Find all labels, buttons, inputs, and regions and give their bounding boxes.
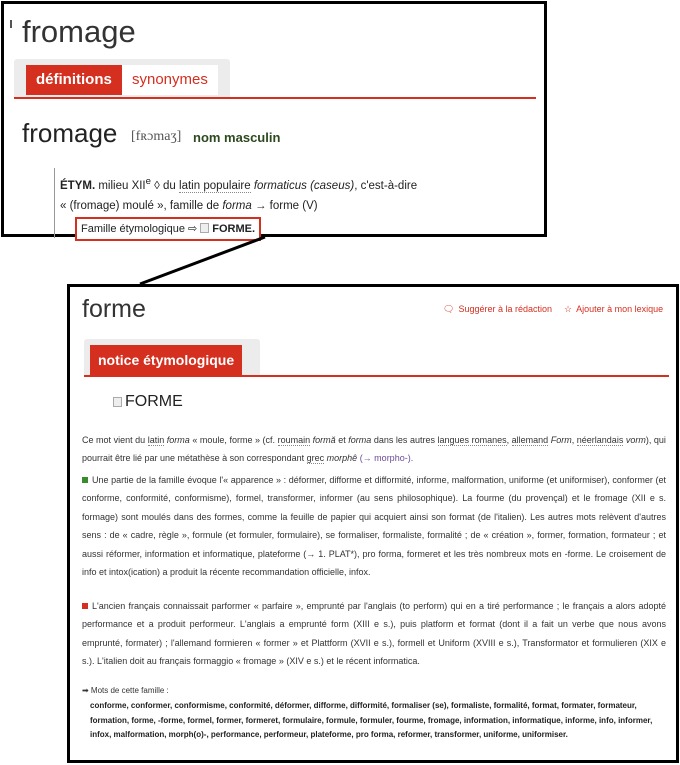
grec-link[interactable]: grec [306, 453, 325, 464]
etym-text: « (fromage) moulé », famille de [60, 199, 223, 212]
document-icon [200, 223, 209, 233]
family-link-word: FORME. [212, 223, 255, 235]
family-paragraph-2-text: L'ancien français connaissait parformer « parfaire », emprunté par l'anglais (to perform) qui en a tiré performance ; le français a alors adopté performance et a produit performeur. L'anglais a emprunté form (XIII e s.), puis platform et format (dont il a fait un verbe que nous avons emprunté, formater) ; l'allemand formieren « former » et Plattform (XVII e s.), formell et Uniform (XVIII e s.), Transformator et formulieren (XIX e s.). L'italien doit au français formaggio « fromage » (XIV e s.) et le récent informatica. [82, 601, 666, 667]
green-square-bullet [82, 477, 88, 483]
entry-heading [110, 393, 183, 411]
tab-notice-etymologique[interactable]: notice étymologique [90, 345, 242, 375]
red-square-bullet [82, 603, 88, 609]
langues-romanes-link[interactable]: langues romanes [437, 435, 507, 445]
etym-text: , c'est-à-dire [354, 179, 418, 192]
page-title: forme [82, 295, 146, 323]
etym-label: ÉTYM. [60, 179, 96, 192]
family-paragraph-1 [82, 471, 666, 581]
document-icon [113, 397, 122, 407]
etymology-panel [67, 284, 679, 763]
cursor-mark [10, 20, 12, 28]
roumain-link[interactable]: roumain [277, 435, 311, 445]
entry-word: FORME [125, 393, 183, 410]
star-icon: ☆ [564, 304, 573, 314]
intro-paragraph: Ce mot vient du latin forma « moule, forme » (cf. roumain formă et forma dans les autres langues romanes, allemand Form, néerlandais vorm), qui pourrait être lié par une métathèse à son correspondant grec morphê (→ morpho-). [82, 435, 666, 464]
suggest-link[interactable] [443, 304, 552, 315]
etym-italic: forma [222, 199, 252, 212]
part-of-speech: nom masculin [193, 130, 281, 145]
tab-definitions[interactable]: définitions [26, 65, 122, 95]
tab-bar [14, 59, 230, 97]
family-paragraph-1-text: Une partie de la famille évoque l'« apparence » : déformer, difforme et difformité, informe, malformation, uniforme (et uniformiser), conformer (et conforme, conformité, conformisme), formel, transformer, informer (au sens philosophique). La fourme (du provençal) et le fromage (XII e s. formage) sont moulés dans des formes, comme la feuille de papier qui acquiert ainsi son format (de l'italien). Les autres mots relèvent d'autres sens : de « cadre, règle », formule (et formuler, formulaire), se formaliser, formaliste, formalité ; de « création », former, formation, formateur ; et aussi réformer, information et informatique, plateforme (→ 1. PLAT*), pro forma, formeret et les très nombreux mots en -forme. Le croisement de info et intox(ication) a produit la récente recommandation officielle, infox. [82, 475, 666, 578]
etymology-text [60, 172, 530, 216]
latin-link[interactable]: latin [147, 435, 165, 445]
headword: fromage [22, 118, 118, 148]
allemand-link[interactable]: allemand [511, 435, 549, 445]
tab-divider [84, 375, 669, 377]
definitions-panel [1, 1, 547, 237]
morpho-link[interactable]: (→ morpho-). [357, 453, 414, 464]
pronunciation: [fʀɔmaʒ] [131, 129, 182, 144]
suggest-label: Suggérer à la rédaction [458, 304, 552, 314]
etymology-bar [54, 168, 55, 238]
family-etymology-link[interactable] [75, 217, 261, 241]
etym-text: ◊ du [150, 179, 180, 192]
etym-sup: e [145, 176, 151, 187]
etym-text: → forme (V) [251, 199, 318, 212]
add-lexicon-label: Ajouter à mon lexique [576, 304, 664, 314]
family-paragraph-2 [82, 597, 666, 671]
page-title: fromage [22, 14, 136, 49]
tab-divider [14, 97, 536, 99]
etym-italic: formaticus (caseus) [253, 179, 355, 192]
add-lexicon-link[interactable] [564, 304, 663, 315]
tab-bar [84, 339, 260, 375]
family-link-label: Famille étymologique ⇨ [81, 223, 198, 235]
etym-text: milieu XII [95, 179, 146, 192]
family-words-title: ➡ Mots de cette famille : [82, 686, 169, 695]
neerlandais-link[interactable]: néerlandais [576, 435, 624, 445]
latin-populaire-link[interactable]: latin populaire [179, 179, 251, 192]
family-words-list: conforme, conformer, conformisme, conformité, déformer, difforme, difformité, formaliser (se), formaliste, formalité, format, formater, formateur, formation, forme, -forme, formel, former, formeret, formulaire, formule, formuler, fourme, fromage, information, informatique, informe, info, informer, infox, malformation, morph(o)-, performance, performeur, plateforme, pro forma, reformer, transformer, uniforme, uniformiser. [90, 701, 653, 739]
speech-bubble-icon: 🗨 [443, 304, 455, 314]
tab-synonymes[interactable]: synonymes [122, 65, 218, 95]
